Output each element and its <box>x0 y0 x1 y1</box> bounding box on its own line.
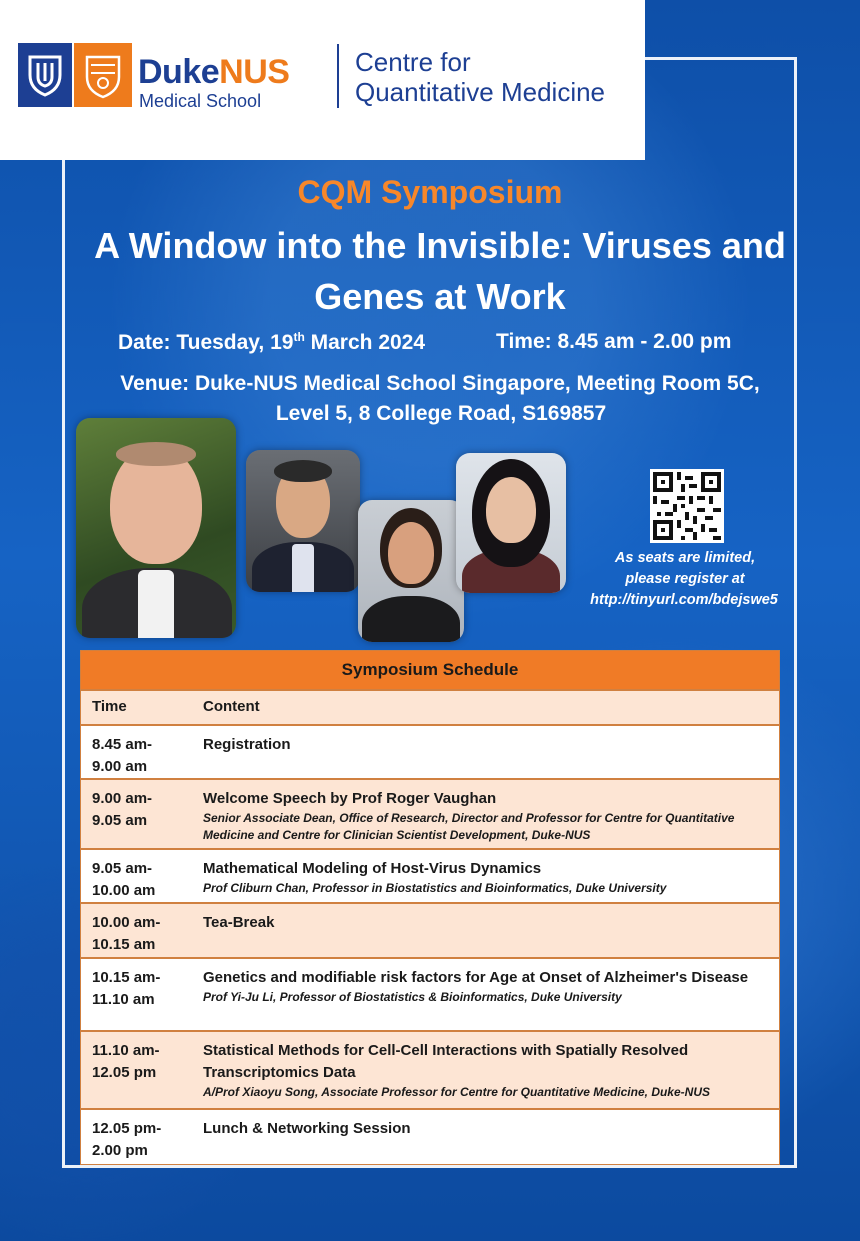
column-header-content: Content <box>203 698 260 715</box>
registration-note-line2: please register at <box>625 571 745 587</box>
brand-nus: NUS <box>219 53 290 91</box>
speaker-photo-1 <box>76 418 236 638</box>
header-banner <box>0 0 645 160</box>
schedule-heading: Symposium Schedule <box>81 651 779 689</box>
date-ordinal: th <box>293 330 305 344</box>
header-divider <box>337 44 339 108</box>
row-content <box>203 734 773 756</box>
event-kicker: CQM Symposium <box>297 174 563 210</box>
row-title: Mathematical Modeling of Host-Virus Dynamics <box>203 860 542 877</box>
row-speaker: Prof Yi-Ju Li, Professor of Biostatistics & Bioinformatics, Duke University <box>203 990 622 1004</box>
row-content <box>203 1118 773 1140</box>
row-time: 11.10 am- 12.05 pm <box>92 1042 160 1081</box>
duke-shield-logo <box>18 43 72 107</box>
venue-line1: Venue: Duke-NUS Medical School Singapore, Meeting Room 5C, <box>120 372 760 395</box>
event-time: Time: 8.45 am - 2.00 pm <box>496 330 732 353</box>
row-content <box>203 967 773 1006</box>
schedule-row <box>81 778 779 848</box>
registration-link[interactable]: http://tinyurl.com/bdejswe5 <box>590 592 778 608</box>
row-time: 9.05 am- 10.00 am <box>92 860 156 899</box>
row-content <box>203 912 773 934</box>
nus-crest-icon <box>83 51 123 99</box>
row-content <box>203 788 773 844</box>
schedule-row <box>81 957 779 1030</box>
speaker-photo-2 <box>246 450 360 592</box>
schedule-row <box>81 902 779 957</box>
venue-line2: Level 5, 8 College Road, S169857 <box>275 402 607 425</box>
row-title: Tea-Break <box>203 914 275 931</box>
row-time: 12.05 pm- 2.00 pm <box>92 1120 162 1159</box>
row-speaker: Prof Cliburn Chan, Professor in Biostatistics and Bioinformatics, Duke University <box>203 881 667 895</box>
centre-name-line1: Centre for <box>355 47 471 77</box>
row-time: 8.45 am- 9.00 am <box>92 736 153 775</box>
schedule-row <box>81 848 779 902</box>
schedule-column-header <box>81 689 779 724</box>
brand-subtitle: Medical School <box>139 91 262 111</box>
schedule-row <box>81 1108 779 1164</box>
row-content <box>203 858 773 897</box>
row-time: 10.00 am- 10.15 am <box>92 914 161 953</box>
brand-duke: Duke <box>138 53 220 91</box>
schedule-row <box>81 724 779 778</box>
speaker-photo-4 <box>456 453 566 593</box>
row-title: Statistical Methods for Cell-Cell Interactions with Spatially Resolved Transcriptomics Data <box>203 1042 689 1081</box>
qr-code-icon <box>653 472 721 540</box>
row-title: Registration <box>203 736 291 753</box>
event-date <box>118 330 425 355</box>
row-title: Genetics and modifiable risk factors for Age at Onset of Alzheimer's Disease <box>203 969 749 986</box>
row-time: 10.15 am- 11.10 am <box>92 969 161 1008</box>
nus-crest-logo <box>74 43 132 107</box>
centre-name-line2: Quantitative Medicine <box>355 77 606 107</box>
speaker-photo-3 <box>358 500 464 642</box>
schedule-table <box>80 650 780 1165</box>
row-speaker: A/Prof Xiaoyu Song, Associate Professor for Centre for Quantitative Medicine, Duke-NUS <box>203 1085 710 1099</box>
event-title: A Window into the Invisible: Viruses and Genes at Work <box>94 225 786 317</box>
brand-name <box>138 54 289 90</box>
row-speaker: Senior Associate Dean, Office of Research, Director and Professor for Centre for Quantitative Medicine and Centre for Clinician Scientist Development, Duke-NUS <box>203 811 735 842</box>
row-title: Lunch & Networking Session <box>203 1120 411 1137</box>
duke-shield-icon <box>27 53 63 97</box>
registration-note-line1: As seats are limited, <box>614 550 756 566</box>
row-title: Welcome Speech by Prof Roger Vaughan <box>203 790 497 807</box>
registration-qr-code[interactable] <box>650 469 724 543</box>
column-header-time: Time <box>92 698 127 715</box>
date-prefix: Date: Tuesday, 19 <box>118 331 294 354</box>
date-suffix: March 2024 <box>304 331 426 354</box>
schedule-row <box>81 1030 779 1108</box>
row-time: 9.00 am- 9.05 am <box>92 790 153 829</box>
row-content <box>203 1040 773 1101</box>
